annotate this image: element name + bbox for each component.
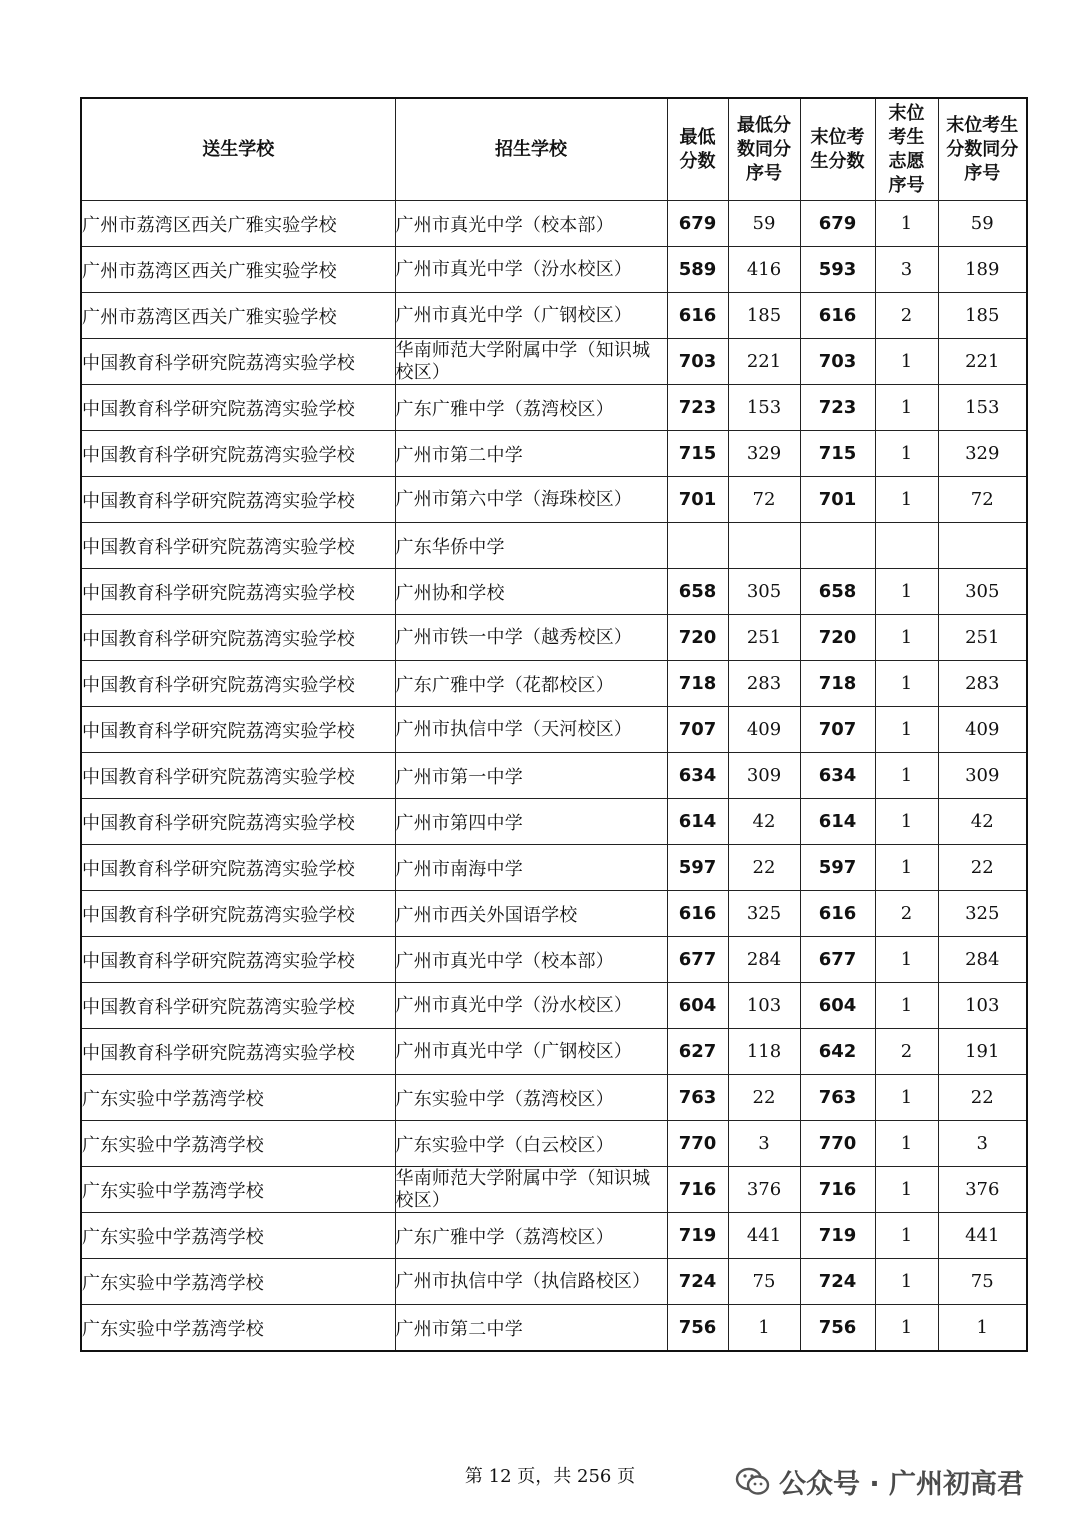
cell-last-choice: 1 — [875, 1167, 938, 1213]
cell-last-score: 616 — [800, 293, 875, 339]
cell-min-rank: 283 — [728, 661, 800, 707]
cell-last-rank: 283 — [938, 661, 1027, 707]
cell-min-score: 627 — [667, 1029, 728, 1075]
cell-receiving-school: 广州市真光中学（校本部） — [395, 201, 667, 247]
cell-last-score: 642 — [800, 1029, 875, 1075]
cell-last-score: 634 — [800, 753, 875, 799]
cell-receiving-school: 广州市第六中学（海珠校区） — [395, 477, 667, 523]
cell-last-choice: 1 — [875, 937, 938, 983]
cell-min-score: 701 — [667, 477, 728, 523]
header-last-rank-text: 末位考生分数同分序号 — [946, 114, 1019, 184]
cell-min-rank: 72 — [728, 477, 800, 523]
cell-sender-school: 广东实验中学荔湾学校 — [81, 1305, 395, 1352]
cell-last-score: 703 — [800, 339, 875, 385]
table-row — [81, 891, 1027, 937]
cell-min-rank: 305 — [728, 569, 800, 615]
cell-receiving-school: 广东广雅中学（荔湾校区） — [395, 385, 667, 431]
cell-last-score: 677 — [800, 937, 875, 983]
header-sender-school: 送生学校 — [81, 98, 395, 201]
cell-min-rank: 325 — [728, 891, 800, 937]
cell-min-rank: 75 — [728, 1259, 800, 1305]
table-row — [81, 293, 1027, 339]
header-last-choice — [875, 98, 938, 201]
cell-min-score: 719 — [667, 1213, 728, 1259]
cell-min-score: 597 — [667, 845, 728, 891]
cell-sender-school: 广州市荔湾区西关广雅实验学校 — [81, 247, 395, 293]
cell-sender-school: 中国教育科学研究院荔湾实验学校 — [81, 937, 395, 983]
table-row — [81, 1259, 1027, 1305]
cell-sender-school: 广东实验中学荔湾学校 — [81, 1075, 395, 1121]
cell-min-score: 770 — [667, 1121, 728, 1167]
admissions-table — [80, 97, 1028, 1352]
table-row — [81, 799, 1027, 845]
cell-min-score: 634 — [667, 753, 728, 799]
cell-last-choice: 1 — [875, 1305, 938, 1352]
cell-receiving-school: 广州市西关外国语学校 — [395, 891, 667, 937]
cell-min-rank: 409 — [728, 707, 800, 753]
table-header-row — [81, 98, 1027, 201]
cell-last-score: 724 — [800, 1259, 875, 1305]
cell-sender-school: 中国教育科学研究院荔湾实验学校 — [81, 431, 395, 477]
cell-sender-school: 中国教育科学研究院荔湾实验学校 — [81, 385, 395, 431]
header-last-score — [800, 98, 875, 201]
cell-min-score: 614 — [667, 799, 728, 845]
cell-min-score: 589 — [667, 247, 728, 293]
header-min-rank-text: 最低分数同分序号 — [737, 114, 791, 184]
cell-last-rank: 284 — [938, 937, 1027, 983]
cell-last-score: 679 — [800, 201, 875, 247]
cell-last-score: 707 — [800, 707, 875, 753]
cell-last-choice: 1 — [875, 1213, 938, 1259]
cell-last-score: 719 — [800, 1213, 875, 1259]
cell-min-rank: 251 — [728, 615, 800, 661]
table-row — [81, 1213, 1027, 1259]
cell-last-score: 715 — [800, 431, 875, 477]
table-row — [81, 753, 1027, 799]
cell-min-score: 604 — [667, 983, 728, 1029]
header-last-choice-text: 末位考生志愿序号 — [888, 102, 925, 196]
cell-sender-school: 中国教育科学研究院荔湾实验学校 — [81, 661, 395, 707]
cell-receiving-school: 华南师范大学附属中学（知识城校区） — [395, 339, 667, 385]
cell-last-rank: 309 — [938, 753, 1027, 799]
table-row — [81, 431, 1027, 477]
table-row — [81, 937, 1027, 983]
cell-last-choice: 1 — [875, 707, 938, 753]
cell-sender-school: 广州市荔湾区西关广雅实验学校 — [81, 293, 395, 339]
cell-min-rank: 309 — [728, 753, 800, 799]
cell-last-score: 597 — [800, 845, 875, 891]
cell-min-score: 716 — [667, 1167, 728, 1213]
cell-last-choice: 2 — [875, 1029, 938, 1075]
cell-min-score: 658 — [667, 569, 728, 615]
cell-min-rank: 284 — [728, 937, 800, 983]
cell-last-score: 763 — [800, 1075, 875, 1121]
cell-last-rank: 103 — [938, 983, 1027, 1029]
cell-last-rank: 153 — [938, 385, 1027, 431]
cell-receiving-school: 华南师范大学附属中学（知识城校区） — [395, 1167, 667, 1213]
cell-last-rank: 305 — [938, 569, 1027, 615]
cell-last-rank: 376 — [938, 1167, 1027, 1213]
cell-last-score: 716 — [800, 1167, 875, 1213]
table-row — [81, 523, 1027, 569]
cell-receiving-school: 广东广雅中学（荔湾校区） — [395, 1213, 667, 1259]
table-row — [81, 385, 1027, 431]
cell-sender-school: 中国教育科学研究院荔湾实验学校 — [81, 891, 395, 937]
cell-receiving-school: 广州市真光中学（广钢校区） — [395, 1029, 667, 1075]
cell-last-choice: 1 — [875, 615, 938, 661]
cell-last-score: 604 — [800, 983, 875, 1029]
table-row — [81, 1075, 1027, 1121]
cell-last-rank: 1 — [938, 1305, 1027, 1352]
cell-last-rank: 42 — [938, 799, 1027, 845]
cell-min-score: 679 — [667, 201, 728, 247]
cell-last-rank: 325 — [938, 891, 1027, 937]
table-row — [81, 983, 1027, 1029]
cell-min-score: 677 — [667, 937, 728, 983]
table-row — [81, 661, 1027, 707]
cell-min-score: 718 — [667, 661, 728, 707]
cell-last-score: 770 — [800, 1121, 875, 1167]
cell-sender-school: 广东实验中学荔湾学校 — [81, 1259, 395, 1305]
cell-last-rank: 75 — [938, 1259, 1027, 1305]
table-row — [81, 247, 1027, 293]
watermark-text: 公众号 · 广州初高君 — [779, 1469, 1025, 1500]
table-body — [81, 201, 1027, 1352]
cell-last-score: 723 — [800, 385, 875, 431]
cell-receiving-school: 广州市真光中学（汾水校区） — [395, 983, 667, 1029]
cell-receiving-school: 广东实验中学（白云校区） — [395, 1121, 667, 1167]
cell-last-choice: 1 — [875, 477, 938, 523]
cell-receiving-school: 广州市执信中学（执信路校区） — [395, 1259, 667, 1305]
header-receiving-school: 招生学校 — [395, 98, 667, 201]
cell-receiving-school: 广州市执信中学（天河校区） — [395, 707, 667, 753]
table-row — [81, 477, 1027, 523]
cell-last-score: 593 — [800, 247, 875, 293]
cell-receiving-school: 广州市真光中学（汾水校区） — [395, 247, 667, 293]
cell-min-rank: 416 — [728, 247, 800, 293]
cell-sender-school: 中国教育科学研究院荔湾实验学校 — [81, 753, 395, 799]
cell-min-score: 723 — [667, 385, 728, 431]
cell-last-rank: 22 — [938, 845, 1027, 891]
cell-receiving-school: 广州市第四中学 — [395, 799, 667, 845]
cell-last-score — [800, 523, 875, 569]
cell-last-rank: 59 — [938, 201, 1027, 247]
cell-sender-school: 中国教育科学研究院荔湾实验学校 — [81, 1029, 395, 1075]
cell-sender-school: 中国教育科学研究院荔湾实验学校 — [81, 845, 395, 891]
cell-sender-school: 中国教育科学研究院荔湾实验学校 — [81, 339, 395, 385]
cell-min-score: 720 — [667, 615, 728, 661]
cell-min-score: 616 — [667, 891, 728, 937]
cell-last-score: 616 — [800, 891, 875, 937]
cell-sender-school: 中国教育科学研究院荔湾实验学校 — [81, 799, 395, 845]
cell-last-rank: 185 — [938, 293, 1027, 339]
cell-last-rank: 22 — [938, 1075, 1027, 1121]
table-row — [81, 339, 1027, 385]
cell-last-choice: 1 — [875, 661, 938, 707]
cell-sender-school: 中国教育科学研究院荔湾实验学校 — [81, 983, 395, 1029]
cell-last-choice: 1 — [875, 431, 938, 477]
cell-min-rank: 441 — [728, 1213, 800, 1259]
cell-min-score: 616 — [667, 293, 728, 339]
cell-last-choice — [875, 523, 938, 569]
cell-min-rank: 185 — [728, 293, 800, 339]
cell-min-score — [667, 523, 728, 569]
cell-min-rank: 3 — [728, 1121, 800, 1167]
cell-min-rank — [728, 523, 800, 569]
cell-receiving-school: 广州市真光中学（校本部） — [395, 937, 667, 983]
cell-min-rank: 103 — [728, 983, 800, 1029]
cell-receiving-school: 广东华侨中学 — [395, 523, 667, 569]
cell-sender-school: 广州市荔湾区西关广雅实验学校 — [81, 201, 395, 247]
cell-min-rank: 22 — [728, 1075, 800, 1121]
cell-min-score: 756 — [667, 1305, 728, 1352]
cell-last-choice: 1 — [875, 983, 938, 1029]
cell-last-rank: 191 — [938, 1029, 1027, 1075]
cell-last-rank: 409 — [938, 707, 1027, 753]
cell-last-score: 658 — [800, 569, 875, 615]
table-row — [81, 1167, 1027, 1213]
cell-last-score: 614 — [800, 799, 875, 845]
cell-sender-school: 中国教育科学研究院荔湾实验学校 — [81, 477, 395, 523]
table-row — [81, 1029, 1027, 1075]
header-last-score-text: 末位考生分数 — [810, 126, 865, 172]
cell-last-choice: 1 — [875, 845, 938, 891]
table-row — [81, 845, 1027, 891]
header-min-score-text: 最低分数 — [679, 126, 716, 172]
table-row — [81, 1121, 1027, 1167]
table-row — [81, 615, 1027, 661]
cell-receiving-school: 广州市第二中学 — [395, 1305, 667, 1352]
cell-last-choice: 1 — [875, 1075, 938, 1121]
cell-min-rank: 221 — [728, 339, 800, 385]
cell-min-rank: 118 — [728, 1029, 800, 1075]
cell-last-choice: 1 — [875, 385, 938, 431]
cell-last-choice: 1 — [875, 799, 938, 845]
cell-sender-school: 广东实验中学荔湾学校 — [81, 1167, 395, 1213]
cell-last-choice: 1 — [875, 1259, 938, 1305]
cell-last-choice: 2 — [875, 293, 938, 339]
cell-last-choice: 1 — [875, 753, 938, 799]
table-row — [81, 1305, 1027, 1352]
cell-min-rank: 22 — [728, 845, 800, 891]
cell-last-score: 756 — [800, 1305, 875, 1352]
cell-min-rank: 1 — [728, 1305, 800, 1352]
cell-min-score: 724 — [667, 1259, 728, 1305]
cell-last-score: 720 — [800, 615, 875, 661]
cell-last-rank: 221 — [938, 339, 1027, 385]
cell-min-score: 703 — [667, 339, 728, 385]
cell-receiving-school: 广州市南海中学 — [395, 845, 667, 891]
header-last-rank — [938, 98, 1027, 201]
cell-receiving-school: 广州市铁一中学（越秀校区） — [395, 615, 667, 661]
cell-min-score: 715 — [667, 431, 728, 477]
cell-last-rank: 72 — [938, 477, 1027, 523]
cell-last-choice: 3 — [875, 247, 938, 293]
cell-last-rank: 251 — [938, 615, 1027, 661]
cell-receiving-school: 广州市真光中学（广钢校区） — [395, 293, 667, 339]
cell-receiving-school: 广州市第二中学 — [395, 431, 667, 477]
table-row — [81, 707, 1027, 753]
cell-last-rank: 3 — [938, 1121, 1027, 1167]
watermark — [735, 1462, 1024, 1501]
cell-min-score: 763 — [667, 1075, 728, 1121]
cell-receiving-school: 广州协和学校 — [395, 569, 667, 615]
cell-sender-school: 广东实验中学荔湾学校 — [81, 1121, 395, 1167]
cell-receiving-school: 广州市第一中学 — [395, 753, 667, 799]
header-min-score — [667, 98, 728, 201]
cell-min-rank: 42 — [728, 799, 800, 845]
cell-last-rank — [938, 523, 1027, 569]
cell-sender-school: 中国教育科学研究院荔湾实验学校 — [81, 569, 395, 615]
header-min-rank — [728, 98, 800, 201]
cell-receiving-school: 广东广雅中学（花都校区） — [395, 661, 667, 707]
cell-min-rank: 59 — [728, 201, 800, 247]
cell-min-rank: 153 — [728, 385, 800, 431]
cell-sender-school: 中国教育科学研究院荔湾实验学校 — [81, 615, 395, 661]
cell-last-rank: 329 — [938, 431, 1027, 477]
cell-min-rank: 376 — [728, 1167, 800, 1213]
cell-last-choice: 1 — [875, 1121, 938, 1167]
cell-min-rank: 329 — [728, 431, 800, 477]
cell-sender-school: 广东实验中学荔湾学校 — [81, 1213, 395, 1259]
cell-sender-school: 中国教育科学研究院荔湾实验学校 — [81, 707, 395, 753]
cell-last-score: 718 — [800, 661, 875, 707]
cell-last-choice: 1 — [875, 201, 938, 247]
cell-min-score: 707 — [667, 707, 728, 753]
cell-last-score: 701 — [800, 477, 875, 523]
wechat-icon — [735, 1467, 771, 1497]
cell-last-choice: 1 — [875, 339, 938, 385]
cell-sender-school: 中国教育科学研究院荔湾实验学校 — [81, 523, 395, 569]
cell-last-choice: 2 — [875, 891, 938, 937]
page-number: 第 12 页，共 256 页 — [464, 1466, 636, 1487]
cell-last-rank: 441 — [938, 1213, 1027, 1259]
table-row — [81, 569, 1027, 615]
cell-last-rank: 189 — [938, 247, 1027, 293]
cell-last-choice: 1 — [875, 569, 938, 615]
cell-receiving-school: 广东实验中学（荔湾校区） — [395, 1075, 667, 1121]
table-row — [81, 201, 1027, 247]
